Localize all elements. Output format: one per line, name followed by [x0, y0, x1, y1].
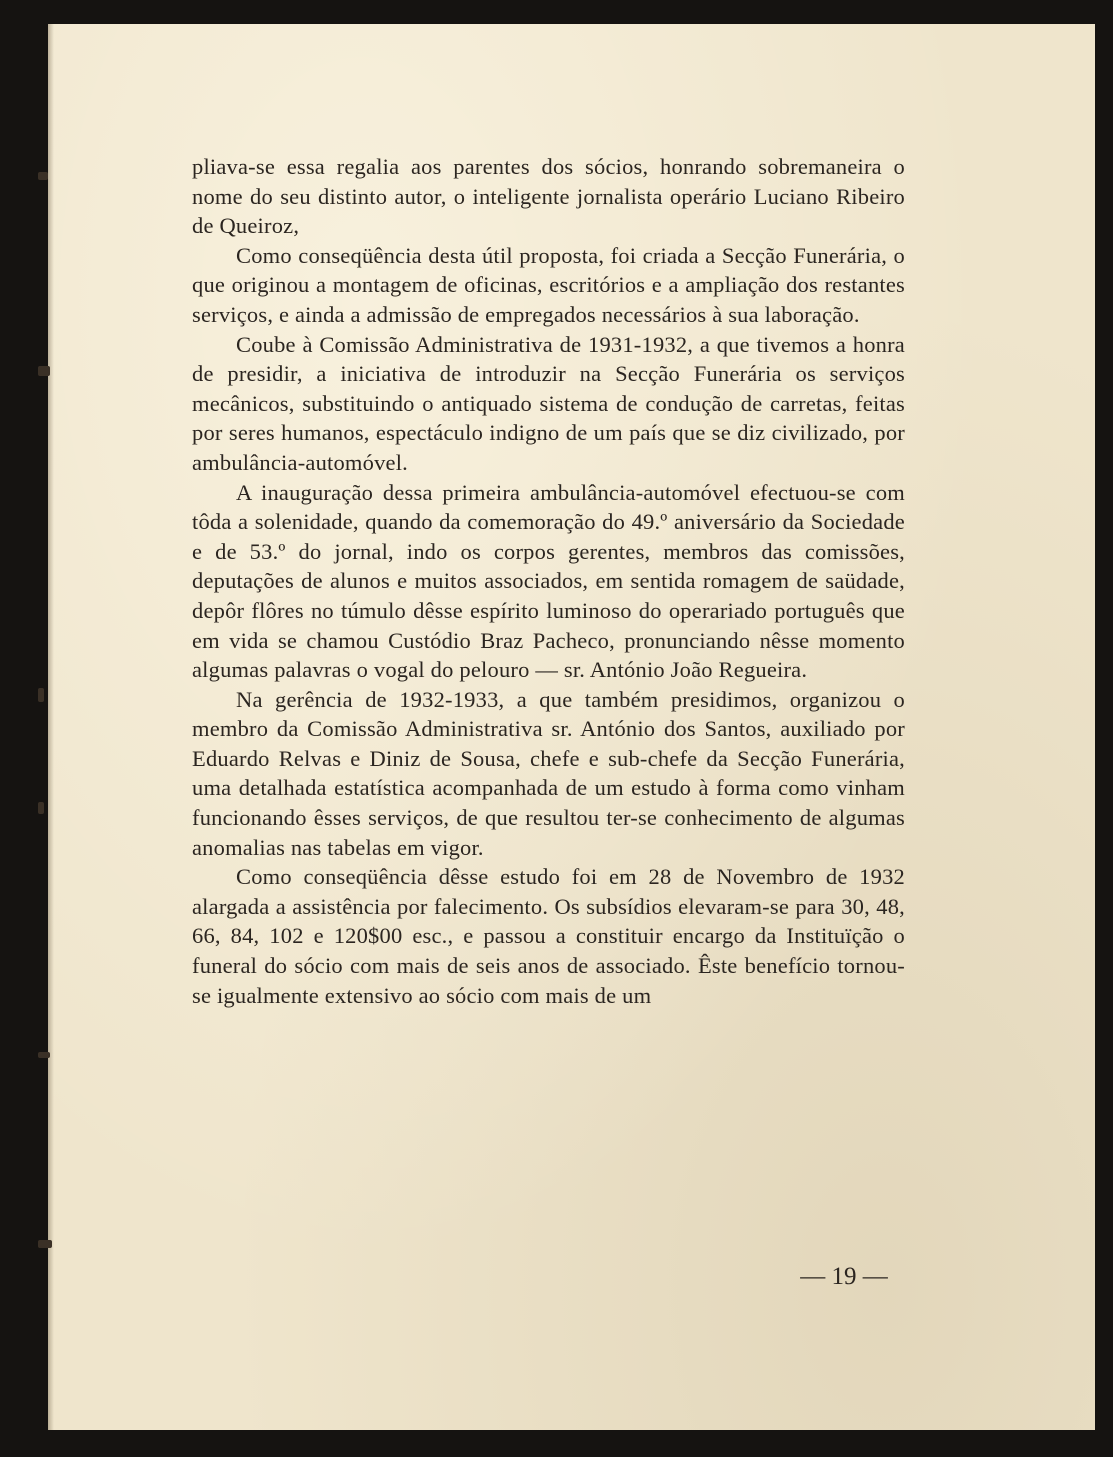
binding-mark — [38, 366, 50, 376]
paragraph: Na gerência de 1932-1933, a que também presidimos, organizou o membro da Comissão Administrativa sr. António dos Santos, auxiliado por Eduardo Relvas e Diniz de Sousa, chefe e sub-chefe da Secção Funerária, uma detalhada estatística acompanhada de um estudo à forma como vinham funcionando êsses serviços, de que resultou ter-se conhecimento de algumas anomalias nas tabelas em vigor. — [192, 686, 905, 860]
paragraph: Coube à Comissão Administrativa de 1931-1932, a que tivemos a honra de presidir, a iniciativa de introduzir na Secção Funerária os serviços mecânicos, substituindo o antiquado sistema de condução de carretas, feitas por seres humanos, espectáculo indigno de um país que se diz civilizado, por ambulância-automóvel. — [192, 331, 905, 475]
paragraph: A inauguração dessa primeira ambulância-automóvel efectuou-se com tôda a solenidade, quando da comemoração do 49.º aniversário da Sociedade e de 53.º do jornal, indo os corpos gerentes, membros das comissões, deputações de alunos e muitos associados, em sentida romagem de saüdade, depôr flôres no túmulo dêsse espírito luminoso do operariado português que em vida se chamou Custódio Braz Pacheco, pronunciando nêsse momento algumas palavras o vogal do pelouro — sr. António João Regueira. — [192, 479, 905, 683]
binding-mark — [38, 172, 48, 180]
page-gutter-shadow — [48, 24, 54, 1430]
binding-mark — [38, 1240, 52, 1248]
binding-mark — [38, 802, 44, 814]
paragraph-continuation: pliava-se essa regalia aos parentes dos sócios, honrando sobremaneira o nome do seu distinto autor, o inteligente jornalista operário Luciano Ribeiro de Queiroz, — [192, 154, 905, 239]
paragraph: Como conseqüência desta útil proposta, foi criada a Secção Funerária, o que originou a montagem de oficinas, escritórios e a ampliação dos restantes serviços, e ainda a admissão de empregados necessários à sua laboração. — [192, 242, 905, 327]
binding-mark — [38, 688, 44, 702]
page-number: — 19 — — [800, 1263, 888, 1290]
body-text — [192, 152, 905, 1010]
paragraph: Como conseqüência dêsse estudo foi em 28 de Novembro de 1932 alargada a assistência por falecimento. Os subsídios elevaram-se para 30, 48, 66, 84, 102 e 120$00 esc., e passou a constituir encargo da Instituïção o funeral do sócio com mais de seis anos de associado. Êste benefício tornou-se igualmente extensivo ao sócio com mais de um — [192, 864, 905, 1008]
binding-mark — [38, 1052, 50, 1058]
